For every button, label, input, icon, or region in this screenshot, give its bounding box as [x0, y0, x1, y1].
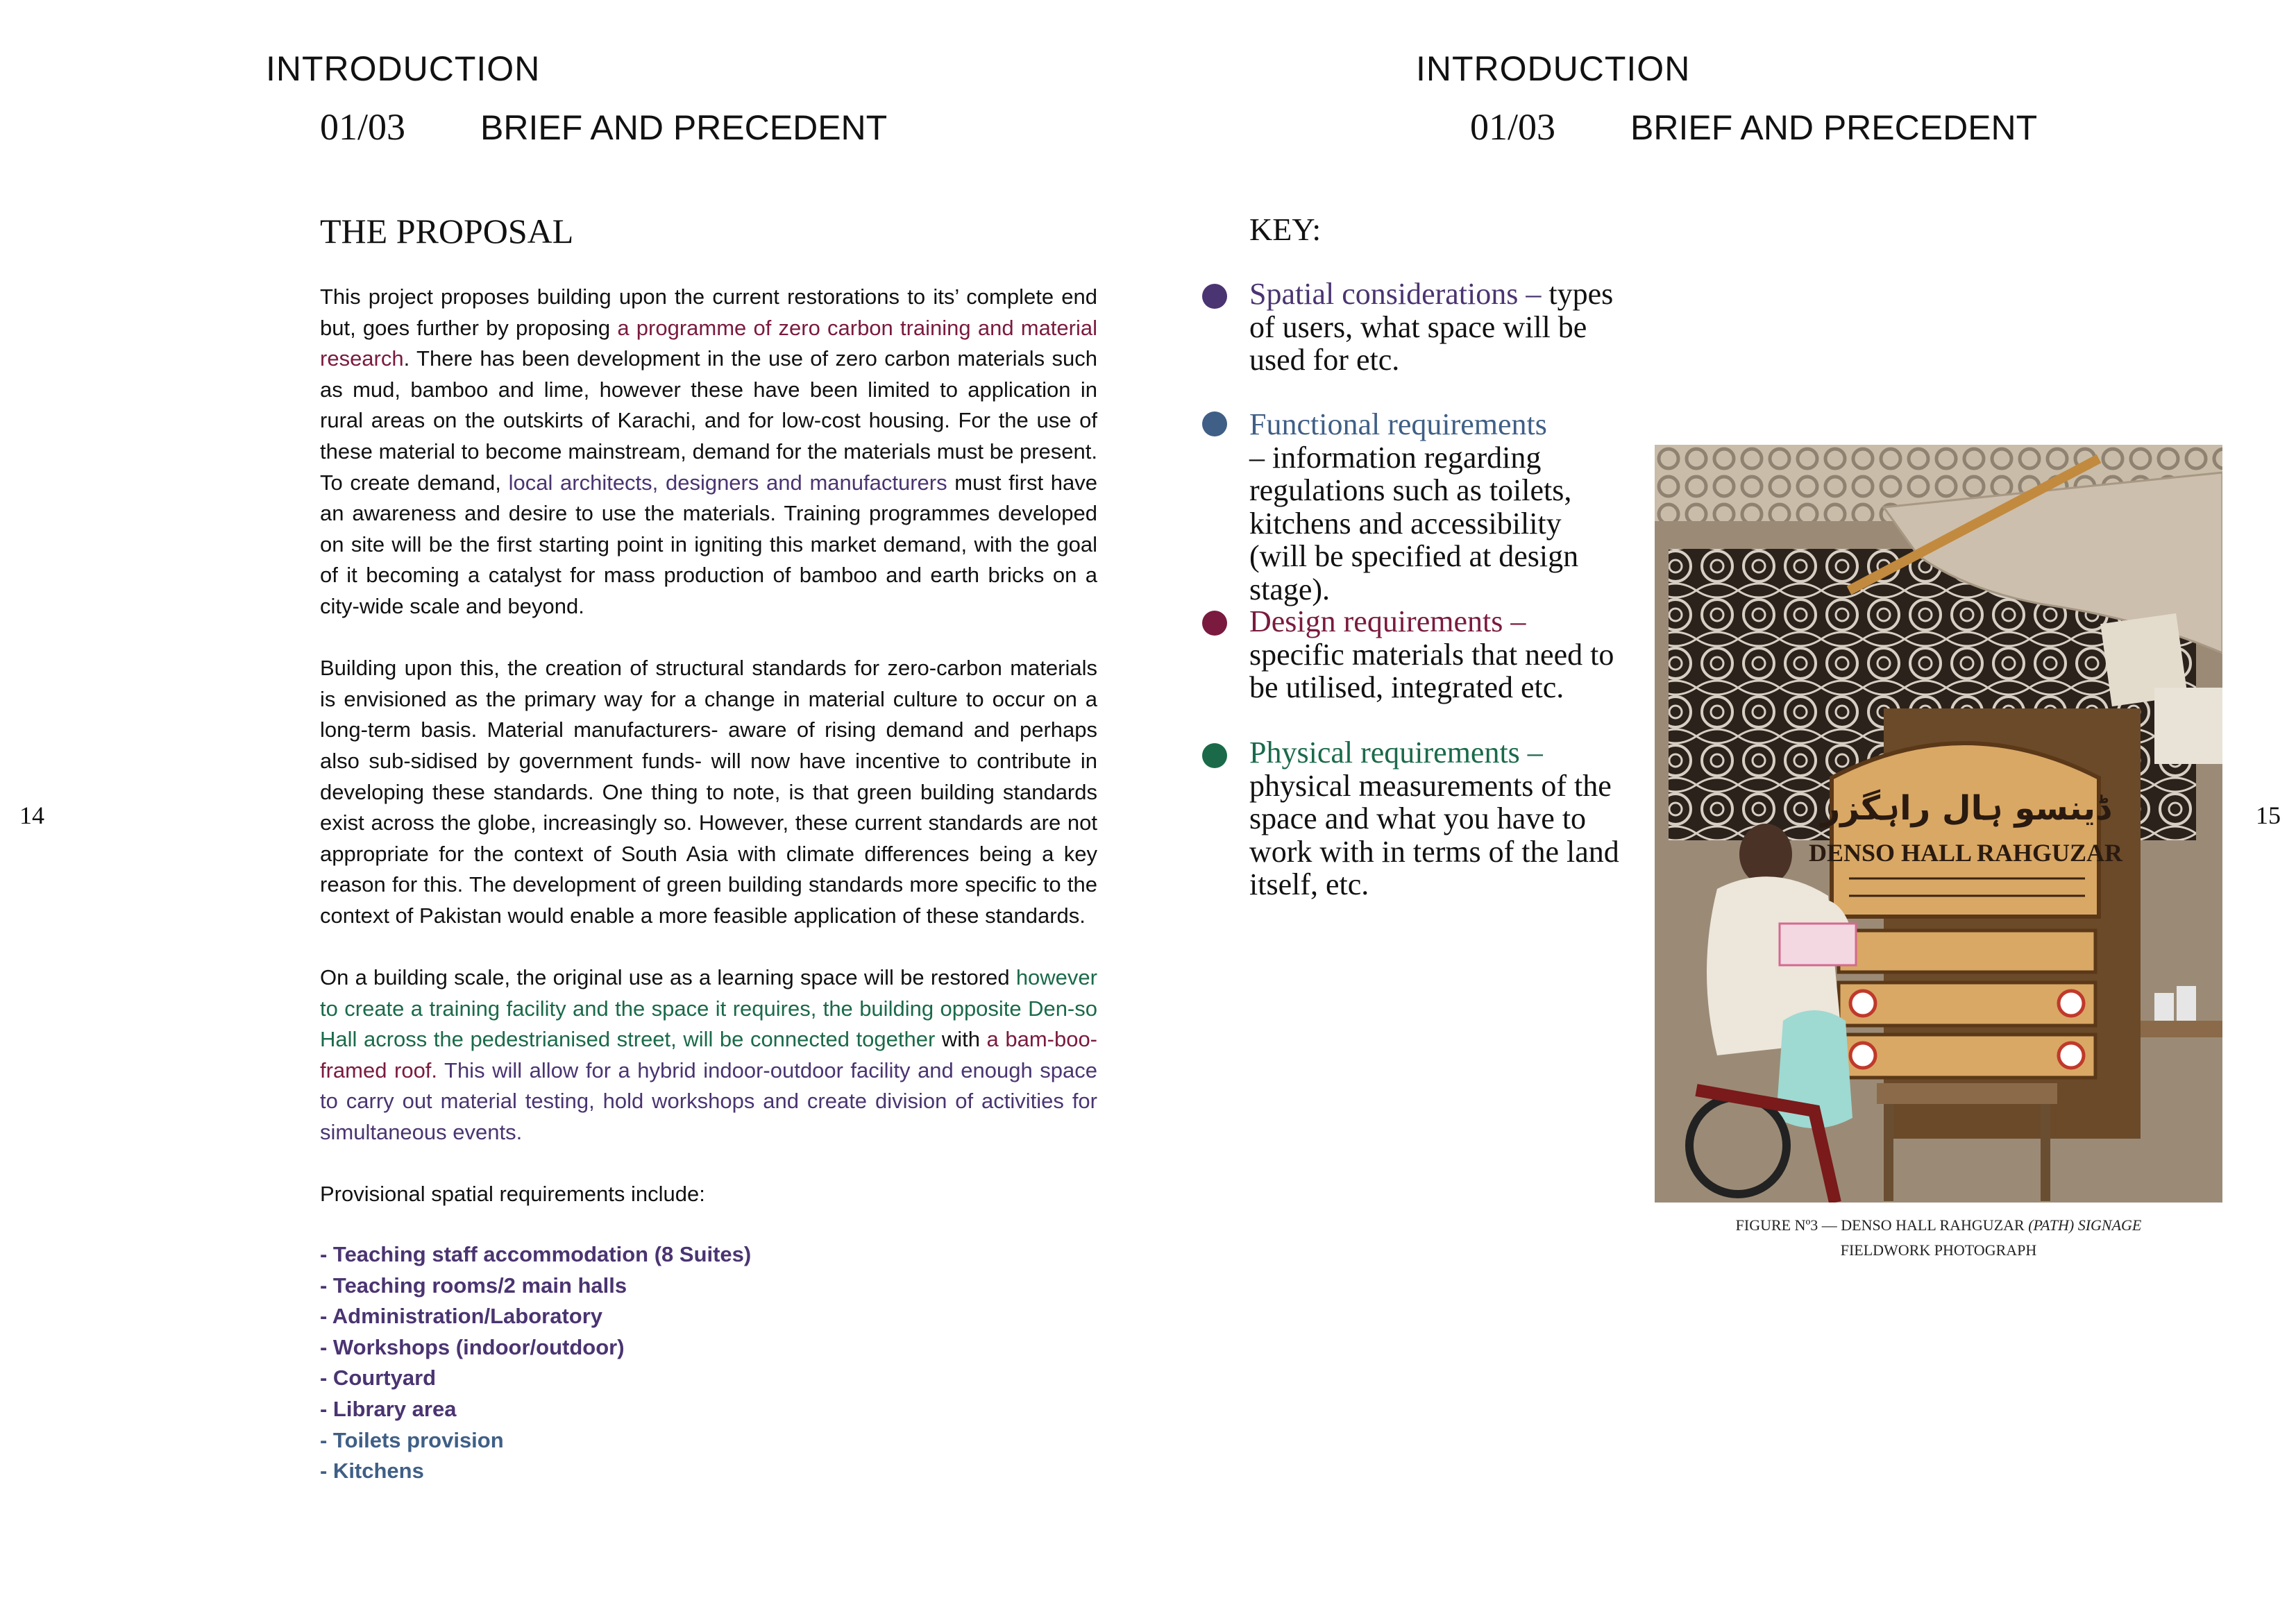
paragraph-2: Building upon this, the creation of structural standards for zero-carbon materials is envisioned as the primary way for a change in material culture to occur on a long-term basis. Material manufacturers- aware of rising demand and perhaps also sub-sidised by government funds- will now have incentive to contribute in developing these standards. One thing to note, is that green building standards exist across the globe, increasingly so. However, these current standards are not appropriate for the context of South Asia with climate differences being a key reason for this. The development of green building standards more specific to the context of Pakistan would enable a more feasible application of these standards. — [320, 656, 1097, 928]
sign-english-title: DENSO HALL RAHGUZAR — [1808, 839, 2123, 867]
caption-line-1 — [1655, 1213, 2222, 1238]
figure-caption — [1655, 1213, 2222, 1263]
p3-highlight-hybrid: This will allow for a hybrid indoor-outdoor facility and enough space to carry out material testing, hold workshops and create division of activities for simultaneous events. — [320, 1057, 1097, 1145]
key-sep: – — [1503, 604, 1526, 638]
key-sep: – — [1518, 277, 1549, 311]
key-label-physical: Physical requirements — [1249, 736, 1520, 770]
key-text-design: specific materials that need to be utilised, integrated etc. — [1249, 637, 1614, 704]
key-dot-functional — [1202, 411, 1227, 436]
requirement-item: - Teaching staff accommodation (8 Suites) — [320, 1242, 752, 1266]
key-dot-spatial — [1202, 284, 1227, 309]
key-label-design: Design requirements — [1249, 604, 1503, 638]
section-title-right: INTRODUCTION — [1416, 49, 1691, 88]
caption-text: FIGURE Nº3 — DENSO HALL RAHGUZAR — [1735, 1216, 2029, 1234]
requirements-list — [320, 1239, 945, 1487]
p1-highlight-programme: a programme of zero carbon training and material research — [320, 315, 1098, 371]
requirement-item: - Workshops (indoor/outdoor) — [320, 1334, 625, 1359]
key-item-design — [1249, 605, 1624, 704]
requirement-item: - Kitchens — [320, 1459, 424, 1484]
caption-italic: (PATH) SIGNAGE — [2028, 1216, 2142, 1234]
requirement-item: - Administration/Laboratory — [320, 1304, 603, 1329]
key-label-functional: Functional requirements — [1249, 407, 1547, 441]
chapter-number-left: 01/03 — [320, 106, 406, 148]
requirement-item: - Courtyard — [320, 1366, 437, 1391]
p3-highlight-roof: a bam-boo-framed roof. — [320, 1027, 1098, 1082]
key-text-physical: physical measurements of the space and what you have to work with in terms of the land itself, etc. — [1249, 768, 1619, 901]
denso-hall-signage-photo — [1655, 445, 2222, 1203]
caption-line-2: FIELDWORK PHOTOGRAPH — [1840, 1241, 2037, 1259]
key-sep: – — [1519, 736, 1543, 770]
key-item-physical — [1249, 736, 1624, 901]
key-item-functional — [1249, 408, 1624, 606]
requirement-item: - Teaching rooms/2 main halls — [320, 1273, 627, 1298]
p1-text-c: . There has been development in the use of zero carbon materials such as mud, bamboo and lime, however these have been limited to application in rural areas on the outskirts of Karachi, and for low-cost housing. For the use of these material to become mainstream, demand for the materials must be present. To create demand, — [320, 346, 1097, 495]
proposal-heading: THE PROPOSAL — [320, 212, 574, 250]
p1-highlight-architects: local architects, designers and manufacturers — [508, 470, 947, 495]
chapter-title-right: BRIEF AND PRECEDENT — [1630, 108, 2038, 147]
p1-text-a: This project proposes building upon the current restorations to its’ complete end but, goes further by proposing — [320, 284, 1097, 340]
key-title: KEY: — [1249, 212, 1322, 247]
paragraph-3 — [320, 962, 1097, 1148]
photo-illustration — [1655, 445, 2222, 1203]
requirements-intro: Provisional spatial requirements include: — [320, 1182, 705, 1207]
key-text-functional: – information regarding regulations such as toilets, kitchens and accessibility (will be specified at design stage). — [1249, 440, 1579, 606]
p3-highlight-training: however to create a training facility and the space it requires, the building opposite Den-so Hall across the pedestrianised street, will be connected together — [320, 965, 1097, 1052]
p3-text-a: On a building scale, the original use as a learning space will be restored — [320, 965, 1016, 990]
section-title-left: INTRODUCTION — [266, 49, 541, 88]
p1-text-e: must first have an awareness and desire to use the materials. Training programmes developed on site will be the first starting point in igniting this market demand, with the goal of it becoming a catalyst for mass production of bamboo and earth bricks on a city-wide scale and beyond. — [320, 470, 1097, 618]
page-number-right: 15 — [2256, 801, 2281, 829]
p3-text-c: with — [935, 1027, 987, 1052]
key-dot-design — [1202, 611, 1227, 636]
chapter-number-right: 01/03 — [1470, 106, 1556, 148]
requirement-item: - Library area — [320, 1396, 457, 1421]
proposal-body — [320, 282, 1097, 1241]
chapter-title-left: BRIEF AND PRECEDENT — [480, 108, 888, 147]
key-item-spatial — [1249, 278, 1624, 377]
requirement-item: - Toilets provision — [320, 1427, 504, 1452]
page-number-left: 14 — [19, 801, 44, 829]
key-label-spatial: Spatial considerations — [1249, 277, 1519, 311]
sign-urdu-title: ڈینسو ہال راہگزر — [1821, 789, 2111, 828]
key-text-spatial: types of users, what space will be used for etc. — [1249, 277, 1614, 377]
paragraph-1 — [320, 282, 1097, 622]
key-dot-physical — [1202, 743, 1227, 768]
